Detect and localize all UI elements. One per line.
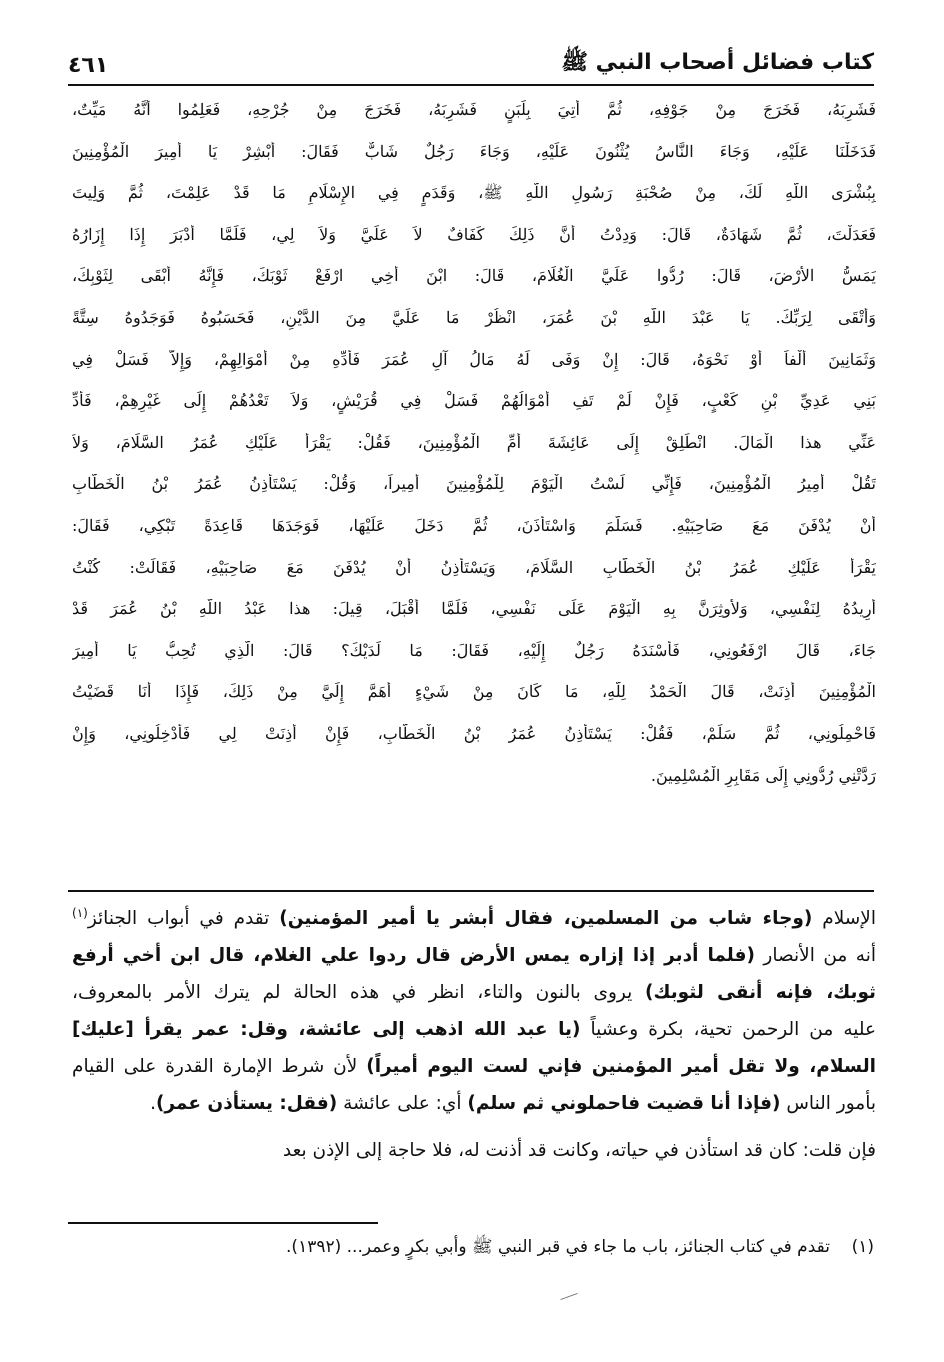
book-title: كتاب فضائل أصحاب النبي ﷺ — [561, 50, 874, 75]
commentary-text — [72, 900, 876, 1169]
text-line: فَشَرِبَهُ، فَخَرَجَ مِنْ جَوْفِهِ، ثُمَّ أُتِيَ بِلَبَنٍ فَشَرِبَهُ، فَخَرَجَ مِنْ جُرْحِهِ، فَعَلِمُوا أَنَّهُ مَيِّتٌ، — [72, 100, 876, 119]
footnote — [200, 1232, 874, 1262]
page-header — [68, 28, 874, 86]
quoted-text: السلام، ولا تقل أمير المؤمنين فإني لست اليوم أميراً) — [366, 1056, 876, 1077]
quoted-text: (فلما أدبر إذا إزاره يمس الأرض قال ردوا علي الغلام، قال ابن أخي أرفع — [72, 945, 755, 966]
text-line: بَنِي عَدِيِّ بْنِ كَعْبٍ، فَإِنْ لَمْ تَفِ أَمْوَالُهُمْ فَسَلْ فِي قُرَيْشٍ، وَلاَ تَعْدُهُمْ إِلَى غَيْرِهِمْ، فَأَدِّ — [72, 391, 876, 411]
commentary-line — [72, 1132, 876, 1169]
commentary-separator — [68, 890, 874, 892]
quoted-text: (فقل: يستأذن عمر) — [155, 1093, 338, 1114]
commentary-segment: أنه من الأنصار — [754, 945, 876, 966]
text-line: وَأَتْقَى لِرَبِّكَ. يَا عَبْدَ اللَّهِ بْنَ عُمَرَ، انْظُرْ مَا عَلَيَّ مِنَ الدَّيْنِ، فَحَسَبُوهُ فَوَجَدُوهُ سِتَّةً — [72, 307, 876, 327]
commentary-line — [72, 1048, 876, 1085]
commentary-line — [72, 1085, 876, 1122]
text-line: فَدَخَلْنَا عَلَيْهِ، وَجَاءَ النَّاسُ يُثْنُونَ عَلَيْهِ، وَجَاءَ رَجُلٌ شَابٌّ فَقَالَ: أَبْشِرْ يَا أَمِيرَ الْمُؤْمِنِينَ — [72, 141, 876, 161]
commentary-segment: أي: على عائشة — [337, 1093, 468, 1114]
commentary-segment: لأن شرط الإمارة القدرة على القيام — [72, 1056, 367, 1077]
text-line: فَاحْمِلُونِي، ثُمَّ سَلِّمْ، فَقُلْ: يَسْتَأْذِنُ عُمَرُ بْنُ الْخَطَّابِ، فَإِنْ أَذِنَتْ لِي فَأَدْخِلُونِي، وَإِنْ — [72, 723, 876, 743]
footnote-separator — [68, 1222, 378, 1224]
commentary-segment: يروى بالنون والتاء، انظر في هذه الحالة لم يترك الأمر بالمعروف، — [72, 982, 646, 1003]
text-line: رَدَّتْنِي رُدُّونِي إِلَى مَقَابِرِ الْمُسْلِمِينَ. — [650, 765, 876, 785]
commentary-segment: تقدم في أبواب الجنائز — [87, 908, 280, 929]
commentary-line — [72, 900, 876, 937]
quoted-text: ثوبك، فإنه أنقى لثوبك) — [645, 982, 876, 1003]
footnote-reference: (١) — [72, 905, 88, 920]
commentary-segment: بأمور الناس — [780, 1093, 876, 1114]
text-line: وَثَمَانِينَ أَلْفاً أَوْ نَحْوَهُ، قَالَ: إِنْ وَفَى لَهُ مَالُ آلِ عُمَرَ فَأَدِّهِ مِنْ أَمْوَالِهِمْ، وَإِلاَّ فَسَلْ فِي — [72, 349, 876, 369]
quoted-text: (وجاء شاب من المسلمين، فقال أبشر يا أمير المؤمنين) — [279, 908, 813, 929]
footnote-marker: (١) — [851, 1237, 874, 1257]
text-line: يَقْرَأُ عَلَيْكِ عُمَرُ بْنُ الْخَطَّابِ السَّلَامَ، وَيَسْتَأْذِنُ أَنْ يُدْفَنَ مَعَ صَاحِبَيْهِ، فَقَالَتْ: كُنْتُ — [72, 557, 876, 577]
text-line: تَقُلْ أَمِيرُ الْمُؤْمِنِينَ، فَإِنِّي لَسْتُ الْيَوْمَ لِلْمُؤْمِنِينَ أَمِيراً، وَقُلْ: يَسْتَأْذِنُ عُمَرُ بْنُ الْخَطَّابِ — [72, 474, 876, 494]
footnote-text: تقدم في كتاب الجنائز، باب ما جاء في قبر النبي ﷺ وأبي بكرٍ وعمر... (١٣٩٢). — [286, 1237, 830, 1257]
page-number: ٤٦١ — [68, 53, 109, 78]
text-line: فَعَدَلْتَ، ثُمَّ شَهَادَةٌ، قَالَ: وَدِدْتُ أَنَّ ذَلِكَ كَفَافٌ لاَ عَلَيَّ وَلاَ لِي، فَلَمَّا أَدْبَرَ إِذَا إِزَارُهُ — [72, 224, 876, 244]
text-line: أَنْ يُدْفَنَ مَعَ صَاحِبَيْهِ. فَسَلَّمَ وَاسْتَأْذَنَ، ثُمَّ دَخَلَ عَلَيْهَا، فَوَجَدَهَا قَاعِدَةً تَبْكِي، فَقَالَ: — [72, 515, 876, 535]
page-mark — [560, 1293, 577, 1300]
text-line: الْمُؤْمِنِينَ أَذِنَتْ، قَالَ الْحَمْدُ لِلَّهِ، مَا كَانَ مِنْ شَيْءٍ أَهَمَّ إِلَيَّ مِنْ ذَلِكَ، فَإِذَا أَنَا قَضَيْتُ — [72, 682, 876, 702]
commentary-line — [72, 974, 876, 1011]
text-line: بِبُشْرَى اللَّهِ لَكَ، مِنْ صُحْبَةِ رَسُولِ اللَّهِ ﷺ، وَقَدَمٍ فِي الإِسْلَامِ مَا قَدْ عَلِمْتَ، ثُمَّ وَلِيتَ — [72, 183, 876, 203]
commentary-segment: فإن قلت: كان قد استأذن في حياته، وكانت قد أذنت له، فلا حاجة إلى الإذن بعد — [282, 1140, 876, 1161]
commentary-segment: عليه من الرحمن تحية، بكرة وعشياً — [580, 1019, 876, 1040]
text-line: أُرِيدُهُ لِنَفْسِي، وَلأُوثِرَنَّ بِهِ الْيَوْمَ عَلَى نَفْسِي، فَلَمَّا أَقْبَلَ، قِيلَ: هذا عَبْدُ اللَّهِ بْنُ عُمَرَ قَدْ — [72, 599, 876, 619]
commentary-segment: . — [150, 1093, 156, 1114]
commentary-segment: الإسلام — [812, 908, 876, 929]
commentary-line — [72, 1011, 876, 1048]
hadith-text — [72, 100, 876, 807]
quoted-text: (فإذا أنا قضيت فاحملوني ثم سلم) — [467, 1093, 781, 1114]
text-line: عَنِّي هذا الْمَالَ. انْطَلِقْ إِلَى عَائِشَةَ أُمِّ الْمُؤْمِنِينَ، فَقُلْ: يَقْرَأُ عَلَيْكِ عُمَرُ السَّلَامَ، وَلاَ — [72, 432, 876, 452]
text-line: يَمَسُّ الأَرْضَ، قَالَ: رُدُّوا عَلَيَّ الْغُلَامَ، قَالَ: ابْنَ أَخِي ارْفَعْ ثَوْبَكَ، فَإِنَّهُ أَبْقَى لِثَوْبِكَ، — [72, 266, 876, 286]
text-line: جَاءَ، قَالَ ارْفَعُونِي، فَأَسْنَدَهُ رَجُلٌ إِلَيْهِ، فَقَالَ: مَا لَدَيْكَ؟ قَالَ: الَّذِي تُحِبُّ يَا أَمِيرَ — [72, 640, 876, 660]
commentary-line — [72, 937, 876, 974]
quoted-text: (يا عبد الله اذهب إلى عائشة، وقل: عمر يقرأ [عليك] — [72, 1019, 581, 1040]
